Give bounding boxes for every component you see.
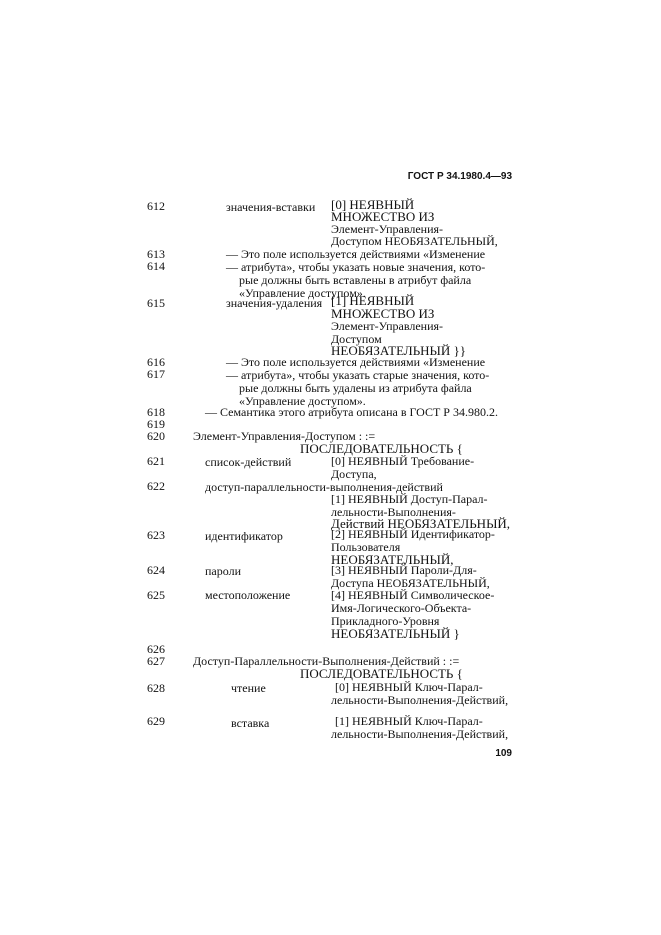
field-name: значения-удаления (226, 296, 323, 310)
comment-text: — Это поле используется действиями «Изменение (226, 355, 486, 369)
comment-text: «Управление доступом». (239, 286, 366, 300)
field-type: НЕОБЯЗАТЕЛЬНЫЙ }} (331, 343, 467, 358)
type-definition: Элемент-Управления-Доступом : := (193, 429, 376, 443)
line-number: 626 (147, 642, 165, 656)
line-number: 618 (147, 405, 165, 419)
field-type: Элемент-Управления- (331, 222, 444, 236)
type-definition: ПОСЛЕДОВАТЕЛЬНОСТЬ { (300, 441, 463, 456)
field-name: вставка (231, 716, 270, 730)
field-name: пароли (205, 564, 241, 578)
line-number: 620 (147, 429, 165, 443)
line-number: 614 (147, 259, 165, 273)
line-number: 622 (147, 479, 165, 493)
field-type: [0] НЕЯВНЫЙ (331, 197, 415, 212)
line-number: 627 (147, 654, 165, 668)
field-type: Прикладного-Уровня (331, 614, 440, 628)
field-type: [1] НЕЯВНЫЙ (331, 293, 415, 308)
field-name: доступ-параллельности-выполнения-действий (205, 480, 443, 494)
line-number: 612 (147, 199, 165, 213)
field-name: местоположение (205, 588, 291, 602)
field-type: Пользователя (331, 540, 401, 554)
line-number: 629 (147, 714, 165, 728)
field-type: лельности-Выполнения-Действий, (331, 693, 509, 707)
line-number: 619 (147, 417, 165, 431)
type-definition: ПОСЛЕДОВАТЕЛЬНОСТЬ { (300, 666, 463, 681)
comment-text: «Управление доступом». (239, 394, 366, 408)
field-type: Действий НЕОБЯЗАТЕЛЬНЫЙ, (331, 516, 511, 531)
field-type: [3] НЕЯВНЫЙ Пароли-Для- (331, 563, 477, 577)
field-name: значения-вставки (226, 200, 316, 214)
comment-text: — атрибута», чтобы указать новые значения, кото- (226, 260, 486, 274)
field-type: Имя-Логического-Объекта- (331, 601, 472, 615)
line-number: 616 (147, 355, 165, 369)
line-number: 617 (147, 367, 165, 381)
field-type: [0] НЕЯВНЫЙ Ключ-Парал- (335, 680, 483, 694)
field-type: [1] НЕЯВНЫЙ Ключ-Парал- (335, 714, 483, 728)
line-number: 623 (147, 528, 165, 542)
comment-text: — Семантика этого атрибута описана в ГОСТ Р 34.980.2. (205, 405, 498, 419)
comment-text: — атрибута», чтобы указать старые значения, кото- (226, 368, 490, 382)
field-type: МНОЖЕСТВО ИЗ (331, 209, 435, 224)
field-type: Доступа НЕОБЯЗАТЕЛЬНЫЙ, (331, 576, 490, 590)
type-definition: Доступ-Параллельности-Выполнения-Действий : := (193, 654, 460, 668)
field-type: [1] НЕЯВНЫЙ Доступ-Парал- (331, 492, 488, 506)
line-number: 628 (147, 681, 165, 695)
field-type: МНОЖЕСТВО ИЗ (331, 306, 435, 321)
comment-text: рые должны быть удалены из атрибута файла (239, 381, 472, 395)
field-name: список-действий (205, 455, 292, 469)
line-number: 613 (147, 247, 165, 261)
field-type: лельности-Выполнения- (331, 505, 456, 519)
line-number: 615 (147, 296, 165, 310)
field-type: Доступа, (331, 467, 377, 481)
field-type: Доступом (331, 332, 382, 346)
field-type: Элемент-Управления- (331, 319, 444, 333)
page-number: 109 (495, 748, 512, 759)
running-header: ГОСТ Р 34.1980.4—93 (407, 171, 512, 182)
line-number: 624 (147, 563, 165, 577)
comment-text: — Это поле используется действиями «Изменение (226, 247, 486, 261)
comment-text: рые должны быть вставлены в атрибут файла (239, 273, 472, 287)
field-type: лельности-Выполнения-Действий, (331, 727, 509, 741)
field-type: [0] НЕЯВНЫЙ Требование- (331, 454, 475, 468)
field-type: [2] НЕЯВНЫЙ Идентификатор- (331, 527, 495, 541)
field-type: НЕОБЯЗАТЕЛЬНЫЙ } (331, 626, 460, 641)
field-name: чтение (231, 681, 266, 695)
line-number: 621 (147, 454, 165, 468)
field-name: идентификатор (205, 529, 283, 543)
line-number: 625 (147, 588, 165, 602)
field-type: Доступом НЕОБЯЗАТЕЛЬНЫЙ, (331, 234, 498, 248)
field-type: [4] НЕЯВНЫЙ Символическое- (331, 588, 495, 602)
field-type: НЕОБЯЗАТЕЛЬНЫЙ, (331, 552, 454, 567)
